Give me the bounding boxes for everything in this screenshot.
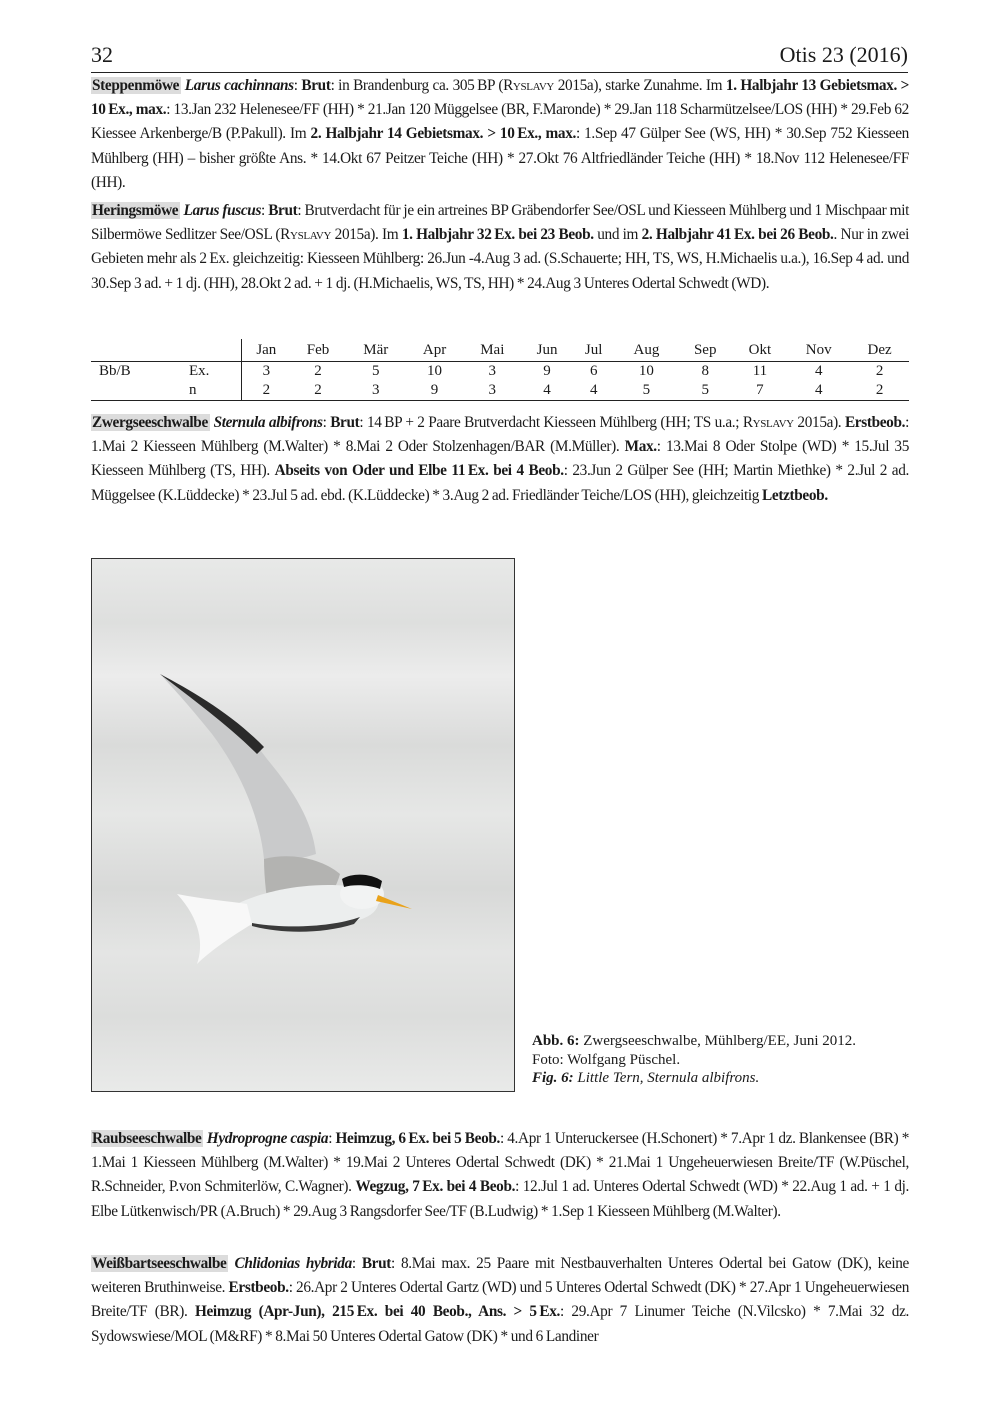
little-tern-illustration (92, 559, 515, 1092)
table-cell: 10 (427, 363, 443, 379)
month-header: Mär (345, 339, 406, 362)
month-header: Apr (406, 339, 463, 362)
citation-author: Ryslavy (280, 226, 332, 244)
species-entry-zwergseeschwalbe: Zwergseeschwalbe Sternula albifrons: Brut: 14 BP + 2 Paare Brutverdacht Kiesseen Mühlberg (HH; TS u.a.; Ryslavy 2015a). Erstbeob.: 1.Mai 2 Kiesseen Mühlberg (M.Walter) * 8.Mai 2 Oder Stolzenhagen/BAR (M.Müller). Max.: 13.Mai 8 Oder Stolpe (WD) * 15.Jul 35 Kiesseen Mühlberg (TS, HH). Abseits von Oder und Elbe 11 Ex. bei 4 Beob.: 23.Jun 2 Gülper See (HH; Martin Miethke) * 2.Jul 2 ad. Müggelsee (K.Lüddecke) * 23.Jul 5 ad. ebd. (K.Lüddecke) * 3.Aug 2 ad. Friedländer Teiche/LOS (HH), gleichzeitig Letztbeob. (91, 414, 910, 504)
species-name: Weißbartseeschwalbe (92, 1255, 227, 1272)
bold-label: Brut (268, 202, 298, 219)
journal-title: Otis 23 (2016) (779, 42, 908, 67)
table-cell: 4 (522, 381, 573, 401)
table-cell: 2 (314, 363, 322, 379)
species-name: Zwergseeschwalbe (92, 414, 208, 431)
table-cell: 7 (733, 381, 788, 401)
table-cell: 5 (615, 381, 678, 401)
table-header-row (91, 339, 909, 362)
month-header: Okt (733, 339, 788, 362)
month-header: Feb (291, 339, 346, 362)
table-cell: 6 (589, 363, 598, 379)
caption-text: Zwergseeschwalbe, Mühlberg/EE, Juni 2012. (579, 1033, 856, 1049)
bold-label: 2. Halbjahr 14 Gebietsmax. > 10 Ex., max. (310, 125, 577, 143)
region-label-empty (91, 381, 189, 401)
citation-author: Ryslavy (503, 77, 555, 94)
latin-name: Sternula albifrons (213, 414, 323, 431)
row-label: n (189, 381, 242, 401)
bold-label: Heimzug (Apr-Jun), 215 Ex. bei 40 Beob., Ans. > 5 Ex. (194, 1303, 561, 1321)
table-cell: 4 (814, 363, 823, 379)
table-row (91, 381, 909, 401)
bold-label: Erstbeob. (844, 414, 906, 431)
region-label: Bb/B (99, 363, 131, 379)
bold-label: Abseits von Oder und Elbe 11 Ex. bei 4 Beob. (274, 462, 564, 480)
table-row (91, 362, 909, 382)
bird-photo (91, 558, 515, 1092)
caption-text: Little Tern, Sternula albifrons. (573, 1070, 760, 1086)
month-header: Nov (787, 339, 850, 362)
page-number: 32 (91, 42, 113, 67)
figure-caption (532, 1032, 856, 1088)
month-header: Jan (242, 339, 291, 362)
bold-label: Letztbeob. (762, 486, 828, 504)
month-header: Mai (463, 339, 522, 362)
bold-label: Brut (361, 1255, 392, 1272)
month-header: Jun (522, 339, 573, 362)
table-cell: 3 (463, 381, 522, 401)
table-cell: 5 (372, 363, 380, 379)
table-cell: 11 (752, 363, 768, 379)
species-entry-raubseeschwalbe: Raubseeschwalbe Hydroprogne caspia: Heimzug, 6 Ex. bei 5 Beob.: 4.Apr 1 Unteruckersee (H.Schonert) * 7.Apr 1 dz. Blankensee (BR) * 1.Mai 1 Kiesseen Mühlberg (M.Walter) * 19.Mai 2 Unteres Odertal Schwedt (DK) * 21.Mai 1 Ungeheuerwiesen Breite/TF (W.Püschel, R.Schneider, P.von Schmiterlöw, C.Wagner). Wegzug, 7 Ex. bei 4 Beob.: 12.Jul 1 ad. Unteres Odertal Schwedt (WD) * 22.Aug 1 ad. + 1 dj. Elbe Lütkenwisch/PR (A.Bruch) * 29.Aug 3 Rangsdorfer See/TF (B.Ludwig) * 1.Sep 1 Kiesseen Mühlberg (M.Walter). (91, 1130, 909, 1220)
species-entry-steppenmoewe: Steppenmöwe Larus cachinnans: Brut: in Brandenburg ca. 305 BP (Ryslavy 2015a), starke Zunahme. Im 1. Halbjahr 13 Gebietsmax. > 10 Ex., max.: 13.Jan 232 Helenesee/FF (HH) * 21.Jan 120 Müggelsee (BR, F.Maronde) * 29.Jan 118 Scharmützelsee/LOS (HH) * 29.Feb 62 Kiessee Arkenberge/B (P.Pakull). Im 2. Halbjahr 14 Gebietsmax. > 10 Ex., max.: 1.Sep 47 Gülper See (WS, HH) * 30.Sep 752 Kiesseen Mühlberg (HH) – bisher größte Ans. * 14.Okt 67 Peitzer Teiche (HH) * 27.Okt 76 Altfriedländer Teiche (HH) * 18.Nov 112 Helenesee/FF (HH). (91, 77, 909, 191)
species-name: Heringsmöwe (92, 202, 179, 219)
caption-label: Fig. 6: (532, 1070, 574, 1086)
table-corner (189, 339, 242, 362)
month-header: Dez (850, 339, 909, 362)
table-cell: 2 (242, 381, 291, 401)
bold-label: Brut (330, 414, 360, 431)
month-header: Sep (678, 339, 733, 362)
caption-label: Abb. 6: (532, 1033, 580, 1049)
bold-label: 1. Halbjahr 32 Ex. bei 23 Beob. (401, 226, 594, 244)
species-entry-weissbartseeschwalbe: Weißbartseeschwalbe Chlidonias hybrida: Brut: 8.Mai max. 25 Paare mit Nestbauverhalten Unteres Odertal bei Gatow (DK), keine weiteren Bruthinweise. Erstbeob.: 26.Apr 2 Unteres Odertal Gartz (WD) und 5 Unteres Odertal Schwedt (DK) * 27.Apr 1 Ungeheuerwiesen Breite/TF (BR). Heimzug (Apr-Jun), 215 Ex. bei 40 Beob., Ans. > 5 Ex.: 29.Apr 7 Linumer Teiche (N.Vilcsko) * 7.Mai 32 dz. Sydowswiese/MOL (M&RF) * 8.Mai 50 Unteres Odertal Gatow (DK) * und 6 Landiner (91, 1255, 910, 1345)
table-cell: 10 (638, 363, 654, 379)
species-name: Steppenmöwe (92, 77, 180, 94)
bold-label: Heimzug, 6 Ex. bei 5 Beob. (335, 1130, 501, 1147)
table-cell: 3 (488, 363, 497, 379)
bold-label: Wegzug, 7 Ex. bei 4 Beob. (355, 1178, 516, 1196)
table-cell: 2 (291, 381, 346, 401)
bold-label: Max. (624, 438, 657, 456)
table-cell: 8 (701, 363, 709, 379)
table-cell: 5 (678, 381, 733, 401)
page-header (91, 40, 908, 73)
bold-label: Brut (301, 77, 331, 94)
caption-german (532, 1032, 856, 1051)
citation-author: Ryslavy (742, 414, 794, 431)
table-cell: 4 (572, 381, 615, 401)
bold-label: Erstbeob. (228, 1279, 289, 1297)
row-label: Ex. (189, 363, 210, 379)
table-corner (91, 339, 189, 362)
latin-name: Larus cachinnans (184, 77, 294, 94)
monthly-observation-table (91, 339, 909, 401)
table-cell: 2 (875, 363, 884, 379)
table-cell: 3 (345, 381, 406, 401)
latin-name: Hydroprogne caspia (206, 1130, 329, 1147)
latin-name: Chlidonias hybrida (234, 1255, 352, 1272)
bold-label: 1. Halbjahr 13 Gebietsmax. > 10 Ex., max. (91, 77, 909, 119)
photo-credit: Foto: Wolfgang Püschel. (532, 1051, 681, 1068)
bold-label: 2. Halbjahr 41 Ex. bei 26 Beob. (641, 226, 834, 244)
table-cell: 2 (850, 381, 909, 401)
month-header: Aug (615, 339, 678, 362)
species-entry-heringsmoewe: Heringsmöwe Larus fuscus: Brut: Brutverdacht für je ein artreines BP Gräbendorfer See/OSL und Kiesseen Mühlberg und 1 Mischpaar mit Silbermöwe Sedlitzer See/OSL (Ryslavy 2015a). Im 1. Halbjahr 32 Ex. bei 23 Beob. und im 2. Halbjahr 41 Ex. bei 26 Beob.. Nur in zwei Gebieten mehr als 2 Ex. gleichzeitig: Kiesseen Mühlberg: 26.Jun -4.Aug 3 ad. (S.Schauerte; HH, TS, WS, H.Michaelis u.a.), 16.Sep 4 ad. und 30.Sep 3 ad. + 1 dj. (HH), 28.Okt 2 ad. + 1 dj. (H.Michaelis, WS, TS, HH) * 24.Aug 3 Unteres Odertal Schwedt (WD). (91, 202, 909, 292)
table-cell: 4 (787, 381, 850, 401)
month-header: Jul (572, 339, 615, 362)
table-cell: 9 (406, 381, 463, 401)
latin-name: Larus fuscus (183, 202, 262, 219)
table-cell: 9 (543, 363, 551, 379)
caption-english (532, 1069, 856, 1088)
species-name: Raubseeschwalbe (92, 1130, 202, 1147)
table-cell: 3 (262, 363, 271, 379)
